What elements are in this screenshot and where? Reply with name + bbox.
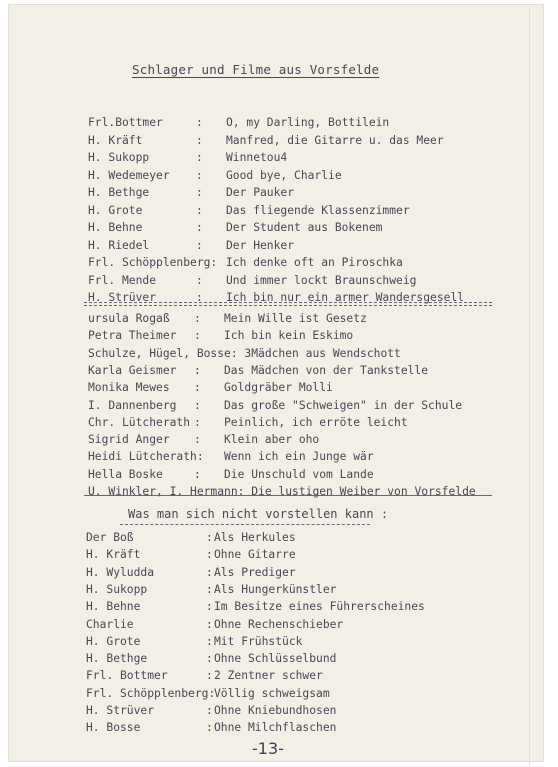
entry-value: Ich bin kein Eskimo [224,329,354,343]
entry-colon: : [196,221,203,234]
entry-name: H. Strüver [86,704,155,717]
entry-value: Manfred, die Gitarre u. das Meer [226,133,444,147]
entry-value: 2 Zentner schwer [214,669,323,683]
entry-colon: : [194,381,201,395]
entry-value: Ohne Schlüsselbund [214,652,337,666]
entry-name: Frl. Mende [88,273,157,287]
entry-name: H. Sukopp [86,582,148,596]
entry-colon: : [196,151,203,164]
entry-value: Und immer lockt Braunschweig [226,273,417,287]
entry-colon: : [206,652,213,666]
entry-name: Sigrid Anger [88,433,170,447]
entry-colon: : [206,531,213,544]
entry-name: H. Wyludda [86,565,155,579]
entry-value: Als Hungerkünstler [214,582,337,596]
entry-value: Ich denke oft an Piroschka [226,256,403,269]
entry-name: Heidi Lütcherath: [88,450,204,464]
entry-name: H. Strüver [88,291,157,304]
entry-colon: : [206,634,213,648]
entry-name: Charlie [86,617,134,631]
entry-value: Goldgräber Molli [224,381,333,395]
entry-name: H. Bosse [86,721,141,735]
entry-name: Frl. Schöpplenberg: [88,256,218,269]
entry-value: Der Student aus Bokenem [226,221,383,234]
entry-value: Klein aber oho [224,433,320,447]
entry-colon: : [194,329,201,343]
double-dashed-separator [84,302,492,306]
entry-name: Frl. Schöpplenberg: [86,686,216,700]
entry-value: Ohne Milchflaschen [214,721,337,735]
entry-value: Wenn ich ein Junge wär [224,450,374,464]
entry-value: Im Besitze eines Führerscheines [214,600,425,614]
entry-colon: : [194,467,201,481]
entry-name: H. Wedemeyer [88,168,170,182]
entry-name: Monika Mewes [88,381,170,395]
entry-colon: : [194,312,201,325]
entry-name: ursula Rogaß [88,312,170,325]
entry-value: Völlig schweigsam [214,686,330,700]
entry-value: Das Mädchen von der Tankstelle [224,363,429,377]
entry-colon: : [196,273,203,287]
entry-full-text: U. Winkler, I. Hermann: Die lustigen Weiber von Vorsfelde [88,485,476,498]
paper-fold-line [529,8,530,766]
entry-name: H. Kräft [86,548,141,562]
entry-name: H. Riedel [88,238,150,252]
entry-value: Good bye, Charlie [226,168,342,182]
page-number: -13- [252,739,284,758]
entry-colon: : [206,669,213,683]
document-title: Schlager und Filme aus Vorsfelde [132,62,380,77]
entry-colon: : [206,617,213,631]
entry-value: Mit Frühstück [214,634,303,648]
entry-value: Winnetou4 [226,151,288,164]
entry-value: Ohne Kniebundhosen [214,704,337,717]
entry-value: Als Prediger [214,565,296,579]
entry-colon: : [194,363,201,377]
entry-name: Frl.Bottmer [88,116,163,129]
entry-colon: : [194,398,201,412]
entry-name: H. Sukopp [88,151,150,164]
entry-name: Petra Theimer [88,329,177,343]
entry-colon: : [196,203,203,217]
entry-name: H. Behne [88,221,143,234]
entry-name: H. Behne [86,600,141,614]
entry-colon: : [194,433,201,447]
document-page [8,4,544,762]
entry-name: I. Dannenberg [88,398,177,412]
entry-colon: : [206,600,213,614]
entry-name: Chr. Lütcherath [88,415,191,429]
entry-colon: : [196,238,203,252]
entry-name: H. Grote [88,203,143,217]
subtitle-underline [120,524,370,525]
entry-name: Frl. Bottmer [86,669,168,683]
entry-name: Karla Geismer [88,363,177,377]
entry-colon: : [206,704,213,717]
entry-value: Ich bin nur ein armer Wandersgesell [226,291,465,304]
entry-colon: : [206,582,213,596]
entry-value: Ohne Rechenschieber [214,617,344,631]
solid-separator [84,495,492,496]
entry-value: Ohne Gitarre [214,548,296,562]
entry-colon: : [196,133,203,147]
entry-value: Mein Wille ist Gesetz [224,312,367,325]
entry-name: Hella Boske [88,467,163,481]
section-subtitle: Was man sich nicht vorstellen kann : [128,507,389,521]
entry-value: Der Pauker [226,186,295,199]
entry-name: H. Bethge [86,652,148,666]
entry-value: Als Herkules [214,531,296,544]
entry-value: Das große "Schweigen" in der Schule [224,398,463,412]
entry-colon: : [206,565,213,579]
entry-colon: : [206,548,213,562]
entry-value: Der Henker [226,238,295,252]
entry-colon: : [196,168,203,182]
entry-colon: : [196,186,203,199]
entry-value: Das fliegende Klassenzimmer [226,203,410,217]
entry-name: H. Bethge [88,186,150,199]
entry-value: Peinlich, ich erröte leicht [224,415,408,429]
entry-value: Die Unschuld vom Lande [224,467,374,481]
entry-value: O, my Darling, Bottilein [226,116,390,129]
entry-name: H. Grote [86,634,141,648]
entry-colon: : [206,721,213,735]
entry-colon: : [196,116,203,129]
entry-full-text: Schulze, Hügel, Bosse: 3Mädchen aus Wendschott [88,346,401,360]
entry-colon: : [194,415,201,429]
entry-name: Der Boß [86,531,134,544]
entry-name: H. Kräft [88,133,143,147]
entry-colon: : [196,291,203,304]
